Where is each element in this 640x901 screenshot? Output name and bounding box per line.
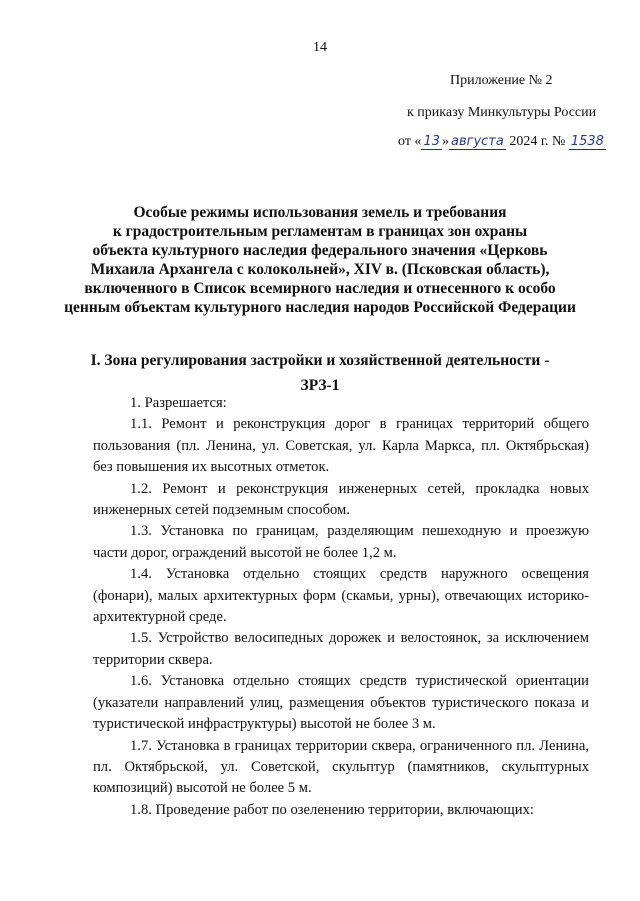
title-line: к градостроительным регламентам в границах зон охраны xyxy=(112,223,528,240)
page-number: 14 xyxy=(313,40,327,55)
date-prefix: от « xyxy=(398,134,422,149)
title-line: ценным объектам культурного наследия народов Российской Федерации xyxy=(64,299,576,316)
handwritten-order-number: 1538 xyxy=(570,134,604,149)
document-title xyxy=(60,203,580,317)
handwritten-month: августа xyxy=(450,134,504,149)
paragraph-1-7: 1.7. Установка в границах территории сквера, ограниченного пл. Ленина, пл. Октябрьской, ул. Советской, скульптур (памятников, скульптурных композиций) высотой не более 5 м. xyxy=(93,737,589,797)
handwritten-day: 13 xyxy=(423,134,440,149)
title-line: объекта культурного наследия федерального значения «Церковь xyxy=(92,242,548,259)
paragraph-1-6: 1.6. Установка отдельно стоящих средств туристической ориентации (указатели направлений улиц, размещения объектов туристического показа и туристической инфраструктуры) высотой не более 3 м. xyxy=(93,673,589,733)
title-line: Михаила Архангела с колокольней», XIV в. (Псковская область), xyxy=(90,261,550,278)
appendix-date-line xyxy=(398,134,606,150)
body-text xyxy=(93,393,589,821)
title-line: включенного в Список всемирного наследия и отнесенного к особо xyxy=(84,280,556,297)
paragraph-1-4: 1.4. Установка отдельно стоящих средств наружного освещения (фонари), малых архитектурных форм (скамьи, урны), отвечающих историко-архитектурной среде. xyxy=(93,566,589,626)
paragraph-1-1: 1.1. Ремонт и реконструкция дорог в границах территорий общего пользования (пл. Ленина, ул. Советская, ул. Карла Маркса, пл. Октябрьская) без повышения их высотных отметок. xyxy=(93,416,589,476)
paragraph-1-3: 1.3. Установка по границам, разделяющим пешеходную и проезжую части дорог, ограждений высотой не более 1,2 м. xyxy=(93,523,589,561)
date-year: 2024 г. № xyxy=(509,134,566,149)
appendix-line-1: Приложение № 2 xyxy=(450,73,553,88)
paragraph-1-5: 1.5. Устройство велосипедных дорожек и велостоянок, за исключением территории сквера. xyxy=(93,630,589,668)
paragraph-1-2: 1.2. Ремонт и реконструкция инженерных сетей, прокладка новых инженерных сетей подземным способом. xyxy=(93,480,589,519)
paragraph-1-8: 1.8. Проведение работ по озеленению территории, включающих: xyxy=(130,801,534,818)
title-line: Особые режимы использования земель и требования xyxy=(133,204,507,221)
section-heading-line-2: ЗРЗ-1 xyxy=(300,377,340,394)
section-heading-line-1: I. Зона регулирования застройки и хозяйственной деятельности - xyxy=(90,352,550,369)
date-mid: » xyxy=(441,134,449,149)
appendix-line-2: к приказу Минкультуры России xyxy=(407,105,597,120)
paragraph-1: 1. Разрешается: xyxy=(130,395,227,411)
